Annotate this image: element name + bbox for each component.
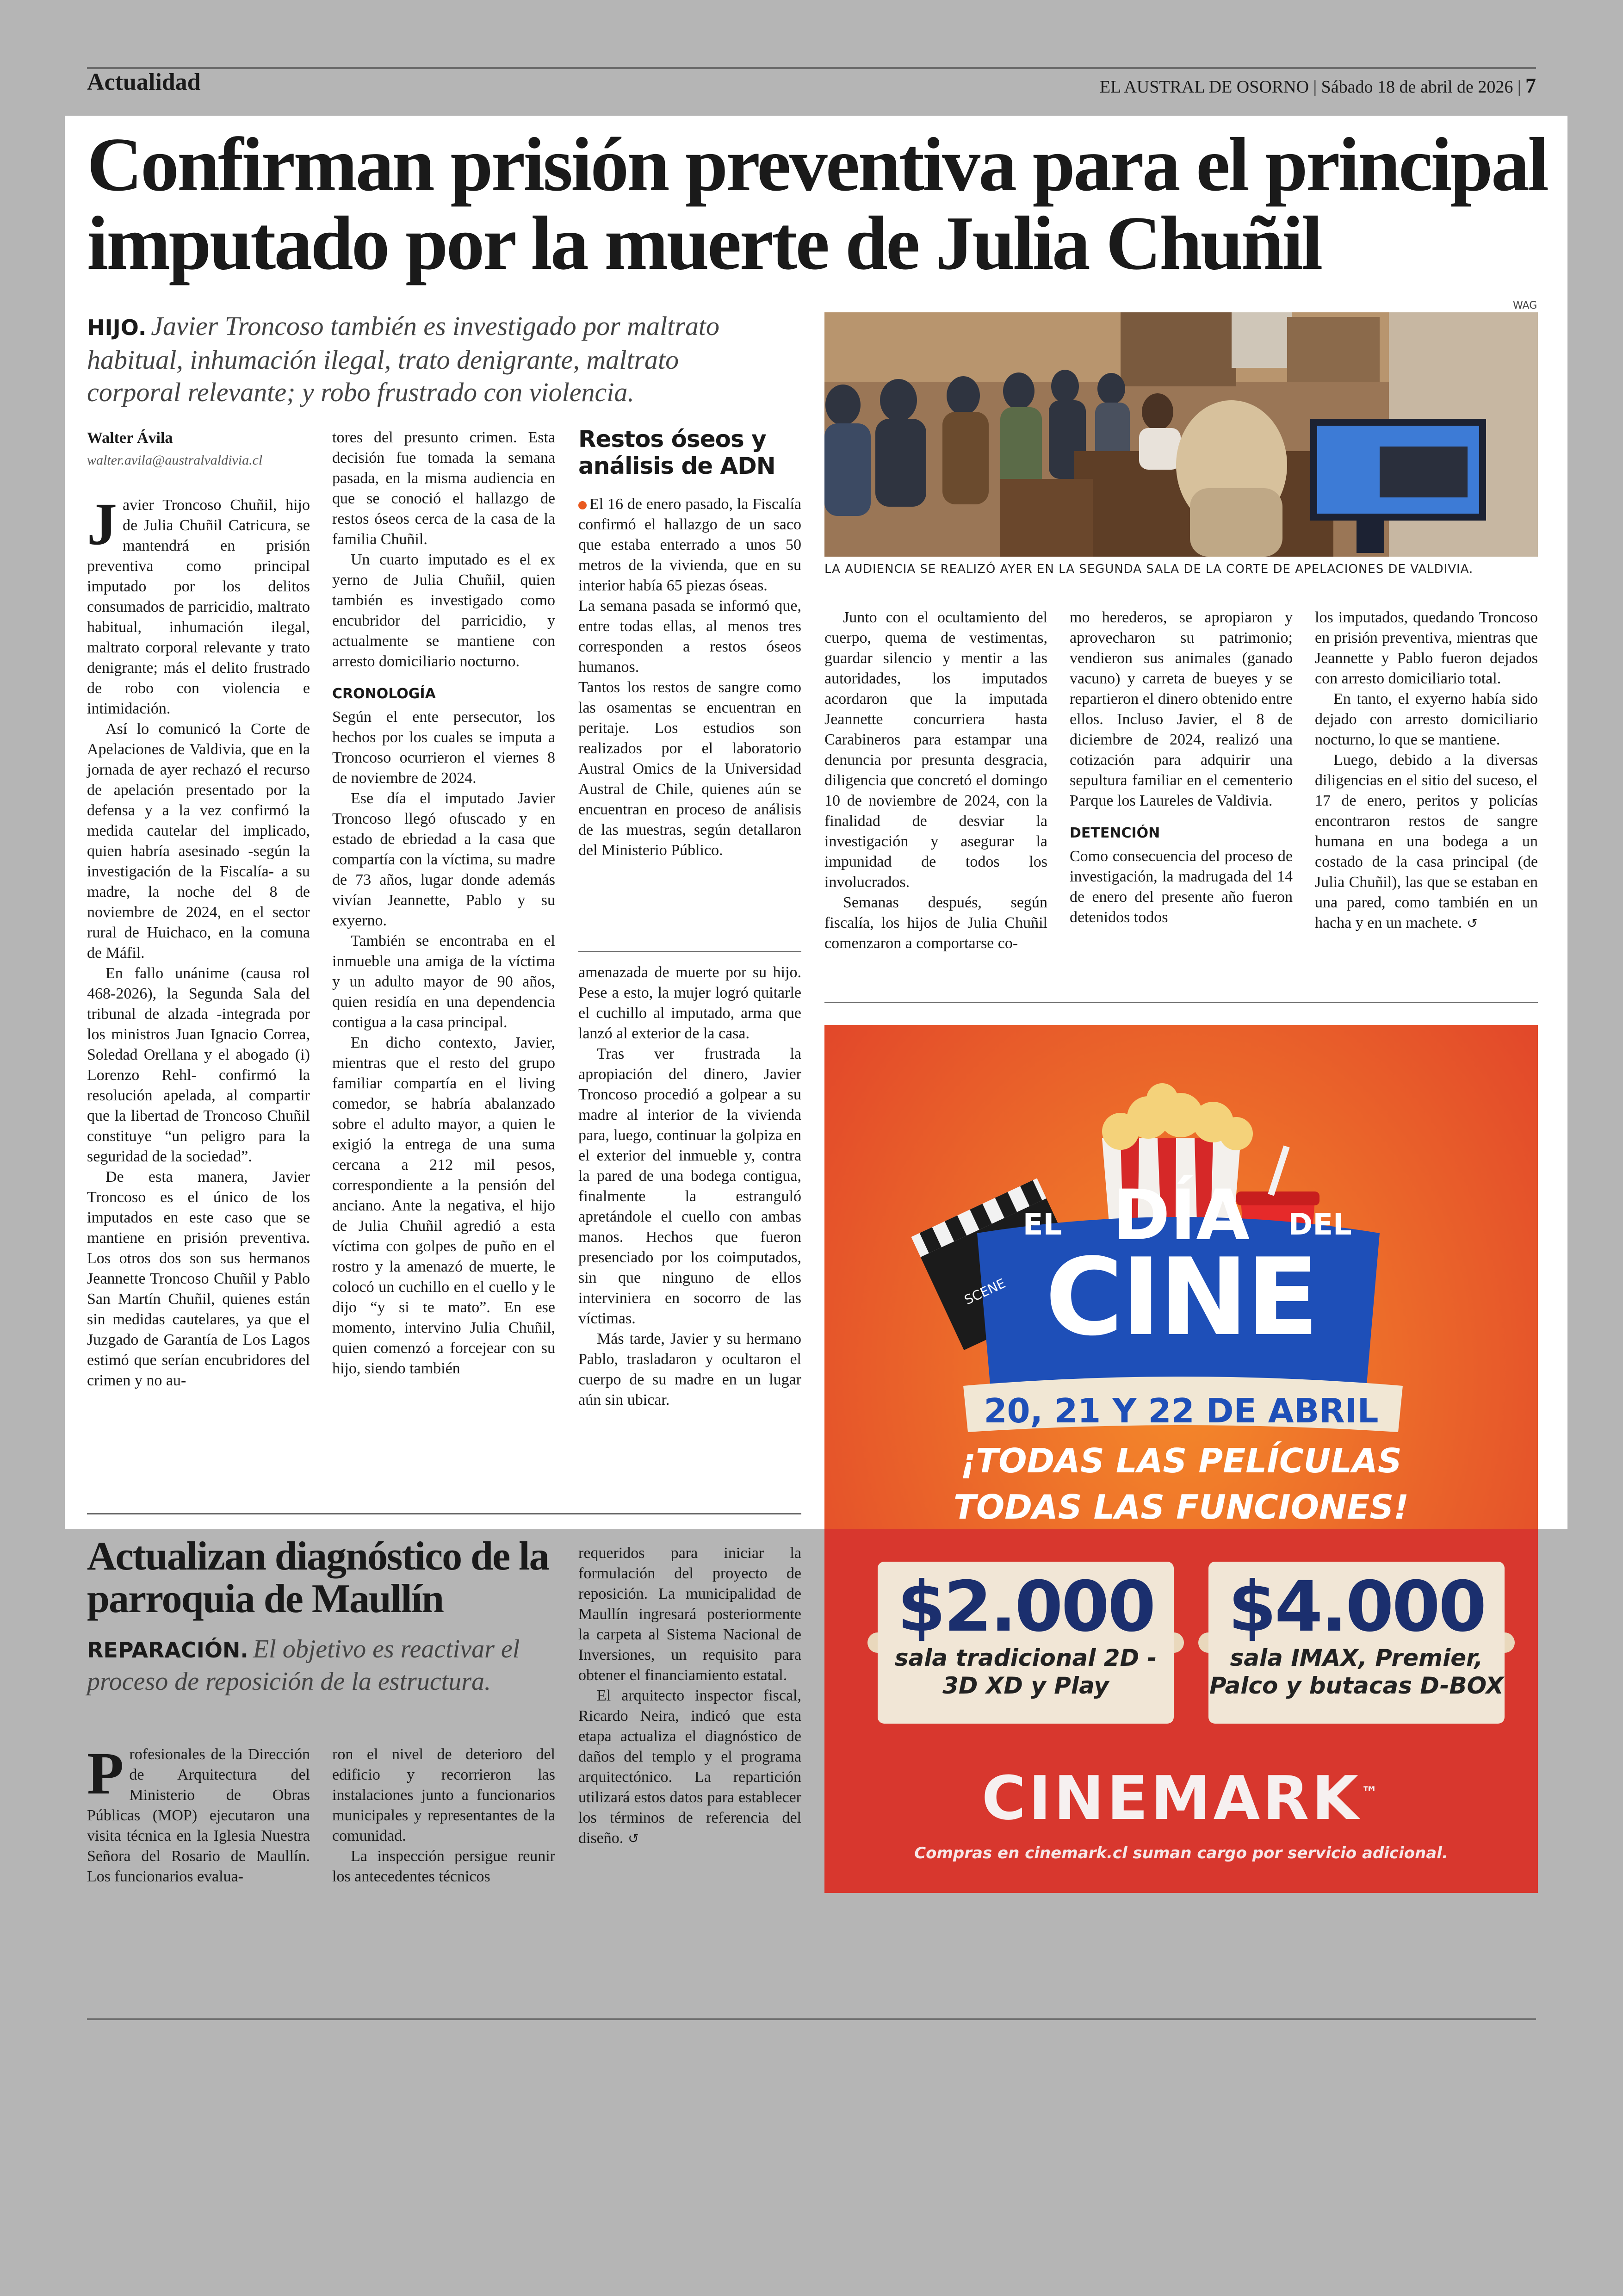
photo-caption: LA AUDIENCIA SE REALIZÓ AYER EN LA SEGUNDA SALA DE LA CORTE DE APELACIONES DE VALDIVIA. bbox=[824, 562, 1474, 576]
price-standard: $2.000 bbox=[897, 1567, 1154, 1647]
deck-text: Javier Troncoso también es investigado por maltrato habitual, inhumación ilegal, trato denigrante, maltrato corporal relevante; y robo frustrado con violencia. bbox=[87, 311, 719, 407]
paragraph: Junto con el ocultamiento del cuerpo, quema de vestimentas, guardar silencio y mentir a las autoridades, los imputados acordaron que la imputada Jeannette concurriera hasta Carabineros para estampar una denuncia por presunta desgracia, diligencia que concretó el domingo 10 de noviembre de 2024, con la finalidad de desviar la investigación y asegurar la impunidad de todos los involucrados. bbox=[824, 609, 1047, 891]
author-email[interactable]: walter.avila@australvaldivia.cl bbox=[87, 453, 263, 468]
paragraph bbox=[578, 1686, 801, 1849]
drop-cap: J bbox=[87, 491, 117, 558]
paragraph-text: El arquitecto inspector fiscal, Ricardo Neira, indicó que esta etapa actualiza el diagnóstico de daños del templo y el programa arquitectónico. La repartición utilizará estos datos para establecer los términos de referencia del diseño. bbox=[578, 1687, 801, 1847]
article-column-6 bbox=[1315, 608, 1538, 934]
box-divider bbox=[578, 951, 801, 952]
cinemark-ad[interactable] bbox=[824, 1025, 1538, 1893]
paragraph: Como consecuencia del proceso de investigación, la madrugada del 14 de enero del presente año fueron detenidos todos bbox=[1070, 848, 1293, 926]
bullet-dot-icon bbox=[578, 501, 587, 509]
brand-name: CINEMARK bbox=[981, 1763, 1362, 1833]
paper-name: EL AUSTRAL DE OSORNO bbox=[1099, 77, 1309, 97]
paragraph bbox=[1315, 750, 1538, 934]
paragraph: amenazada de muerte por su hijo. Pese a esto, la mujer logró quitarle el cuchillo al imputado, arma que lanzó al exterior de la casa. bbox=[578, 964, 801, 1042]
sidebar-subhead: Restos óseos y análisis de ADN bbox=[578, 426, 775, 479]
cinemark-logo bbox=[824, 1763, 1538, 1833]
issue-date: Sábado 18 de abril de 2026 bbox=[1321, 77, 1513, 97]
paragraph-text: El 16 de enero pasado, la Fiscalía confirmó el hallazgo de un saco que estaba enterrado a unos 50 metros de la vivienda, que en su interior había 65 piezas óseas. bbox=[578, 496, 801, 594]
article2-deck bbox=[87, 1633, 577, 1697]
paragraph: Semanas después, según fiscalía, los hijos de Julia Chuñil comenzaron a comportarse co- bbox=[824, 894, 1047, 952]
paragraph: Según el ente persecutor, los hechos por los cuales se imputa a Troncoso ocurrieron el viernes 8 de noviembre de 2024. bbox=[332, 708, 555, 787]
ad-dia: DÍA bbox=[1112, 1175, 1250, 1256]
article-separator-rule bbox=[87, 1513, 801, 1514]
ad-promo-line-2: TODAS LAS FUNCIONES! bbox=[953, 1488, 1409, 1527]
page-number: 7 bbox=[1525, 74, 1536, 97]
article-column-2 bbox=[332, 428, 555, 1379]
courtroom-photo bbox=[824, 312, 1538, 557]
ad-del: DEL bbox=[1288, 1208, 1352, 1242]
article-column-4 bbox=[824, 608, 1047, 954]
header-meta: EL AUSTRAL DE OSORNO | Sábado 18 de abril de 2026 | 7 bbox=[1099, 74, 1536, 97]
ad-el: EL bbox=[1022, 1208, 1062, 1242]
paragraph: Un cuarto imputado es el ex yerno de Julia Chuñil, quien también es investigado como encubridor del parricidio, y actualmente se mantiene con arresto domiciliario nocturno. bbox=[332, 551, 555, 670]
deck-kicker: HIJO. bbox=[87, 315, 147, 340]
deck-kicker: REPARACIÓN. bbox=[87, 1638, 248, 1663]
article2-column-1 bbox=[87, 1740, 310, 1887]
paragraph bbox=[87, 1740, 310, 1887]
paragraph: Tras ver frustrada la apropiación del dinero, Javier Troncoso procedió a golpear a su madre al interior de la vivienda para, luego, continuar la golpiza en el exterior del inmueble y, contra la pared de una bodega contigua, finalmente la estranguló apretándole el cuello con ambas manos. Hechos que fueron presenciado por los coimputados, sin que ninguno de ellos interviniera en socorro de las víctimas. bbox=[578, 1045, 801, 1327]
ad-dates: 20, 21 Y 22 DE ABRIL bbox=[984, 1391, 1379, 1430]
article2-headline: Actualizan diagnóstico de la parroquia de Maullín bbox=[87, 1534, 549, 1621]
ticket-premium[interactable] bbox=[1208, 1562, 1505, 1724]
courtroom-illustration bbox=[824, 312, 1538, 557]
byline: Walter Ávila bbox=[87, 429, 173, 447]
paragraph bbox=[578, 494, 801, 596]
paragraph-text: Luego, debido a la diversas diligencias en el sitio del suceso, el 17 de enero, peritos y policías encontraron restos de sangre humana en una bodega a un costado de la casa principal (de Julia Chuñil), las que se estaban en una pared, como también en un hacha y en un machete. bbox=[1315, 751, 1538, 931]
paragraph: La inspección persigue reunir los antecedentes técnicos bbox=[332, 1848, 555, 1885]
header-rule bbox=[87, 67, 1536, 69]
article2-column-2 bbox=[332, 1744, 555, 1887]
section-heading-cronologia: CRONOLOGÍA bbox=[332, 686, 436, 702]
article2-column-3 bbox=[578, 1543, 801, 1849]
ad-promo-line-1: ¡TODAS LAS PELÍCULAS bbox=[960, 1441, 1402, 1480]
ticket-standard[interactable] bbox=[878, 1562, 1174, 1724]
paragraph bbox=[87, 491, 310, 719]
article-column-5 bbox=[1070, 608, 1293, 928]
ad-footer: Compras en cinemark.cl suman cargo por servicio adicional. bbox=[914, 1844, 1448, 1862]
paragraph: De esta manera, Javier Troncoso es el único de los imputados en este caso que se mantiene en prisión preventiva. Los otros dos son sus hermanos Jeannette Troncoso Chuñil y Pablo San Martín Chuñil, quienes están sin medidas cautelares, ya que el Juzgado de Garantía de Los Lagos estimó que serían encubridores del crimen y no au- bbox=[87, 1168, 310, 1389]
paragraph: En tanto, el exyerno había sido dejado con arresto domiciliario nocturno, lo que se mantiene. bbox=[1315, 690, 1538, 748]
paragraph: También se encontraba en el inmueble una amiga de la víctima y un adulto mayor de 90 años, quien residía en una dependencia contigua a la casa principal. bbox=[332, 932, 555, 1031]
deck-text: El objetivo es reactivar el proceso de reposición de la estructura. bbox=[87, 1635, 520, 1696]
paragraph: Ese día el imputado Javier Troncoso llegó ofuscado y en estado de ebriedad a la casa que compartía con la víctima, su madre de 73 años, lugar donde además vivían Jeannette, Pablo y su exyerno. bbox=[332, 790, 555, 929]
article-deck bbox=[87, 310, 762, 409]
paragraph: los imputados, quedando Troncoso en prisión preventiva, mientras que Jeannette y Pablo fueron dejados con arresto domiciliario total. bbox=[1315, 609, 1538, 687]
drop-cap: P bbox=[87, 1740, 124, 1807]
section-name: Actualidad bbox=[87, 69, 201, 95]
price-premium: $4.000 bbox=[1228, 1567, 1485, 1647]
paragraph: Así lo comunicó la Corte de Apelaciones de Valdivia, que en la jornada de ayer rechazó el recurso de apelación presentado por la defensa y a la vez confirmó la medida cautelar del implicado, quien habría asesinado -según la investigación de la Fiscalía- a su madre, la noche del 8 de noviembre de 2024, en el sector rural de Huichaco, en la comuna de Máfil. bbox=[87, 720, 310, 962]
paragraph: Tantos los restos de sangre como las osamentas se encuentran en peritaje. Los estudios son realizados por el laboratorio Austral Omics de la Universidad Austral de Chile, quienes aún se encuentran en proceso de análisis de las muestras, según detallaron del Ministerio Público. bbox=[578, 679, 801, 859]
trademark: ™ bbox=[1361, 1783, 1381, 1803]
ad-cine: CINE bbox=[1045, 1236, 1317, 1359]
photo-credit: WAG bbox=[1513, 300, 1537, 311]
paragraph: ron el nivel de deterioro del edificio y recorrieron las instalaciones junto a funcionarios municipales y representantes de la comunidad. bbox=[332, 1746, 555, 1844]
paragraph: En dicho contexto, Javier, mientras que el resto del grupo familiar compartía en el living comedor, se habría abalanzado sobre el adulto mayor, a quien le exigió la entrega de una suma cercana a 212 mil pesos, correspondiente a la pensión del anciano. Ante la negativa, el hijo de Julia Chuñil agredió a esta víctima con golpes de puño en el rostro y la amenazó de muerte, le colocó un cuchillo en el cuello y le dijo “y si te mato”. En ese momento, intervino Julia Chuñil, quien comenzó a forcejear con su hijo, siendo también bbox=[332, 1034, 555, 1377]
price-standard-desc: sala tradicional 2D - 3D XD y Play bbox=[894, 1644, 1157, 1699]
paragraph: La semana pasada se informó que, entre todas ellas, al menos tres corresponden a restos óseos humanos. bbox=[578, 597, 801, 676]
paragraph-text: rofesionales de la Dirección de Arquitectura del Ministerio de Obras Públicas (MOP) ejecutaron una visita técnica en la Iglesia Nuestra Señora del Rosario de Maullín. Los funcionarios evalua- bbox=[87, 1746, 310, 1885]
paragraph: Más tarde, Javier y su hermano Pablo, trasladaron y ocultaron el cuerpo de su madre en un lugar aún sin ubicar. bbox=[578, 1330, 801, 1409]
paragraph: mo herederos, se apropiaron y aprovecharon su patrimonio; vendieron sus animales (ganado vacuno) y carreta de bueyes y se repartieron el dinero obtenido entre ellos. Incluso Javier, el 8 de diciembre de 2024, realizó una cotización para adquirir una sepultura familiar en el cementerio Parque los Laureles de Valdivia. bbox=[1070, 609, 1293, 809]
paragraph: tores del presunto crimen. Esta decisión fue tomada la semana pasada, en la misma audiencia en que se conoció el hallazgo de restos óseos cerca de la casa de la familia Chuñil. bbox=[332, 429, 555, 548]
article-headline: Confirman prisión preventiva para el principal imputado por la muerte de Julia Chuñil bbox=[87, 122, 1548, 285]
page-bottom-rule bbox=[87, 2018, 1536, 2020]
article-column-3-box bbox=[578, 494, 801, 861]
paragraph: En fallo unánime (causa rol 468-2026), la Segunda Sala del tribunal de alzada -integrada por los ministros Juan Ignacio Correa, Soledad Orellana y el abogado (i) Lorenzo Rehl- confirmó la resolución apelada, al compartir que la libertad de Troncoso Chuñil constituye “un peligro para la seguridad de la sociedad”. bbox=[87, 965, 310, 1165]
paragraph-text: avier Troncoso Chuñil, hijo de Julia Chuñil Catricura, se mantendrá en prisión preventiva como principal imputado por los delitos consumados de parricidio, maltrato habitual, inhumación ilegal, maltrato corporal relevante y trato denigrante; más el delito frustrado de robo con violencia e intimidación. bbox=[87, 496, 310, 717]
clapper-label: SCENE bbox=[962, 1275, 1008, 1308]
price-premium-desc: sala IMAX, Premier, Palco y butacas D-BOX bbox=[1209, 1644, 1504, 1699]
paragraph: requeridos para iniciar la formulación del proyecto de reposición. La municipalidad de Maullín ingresará posteriormente la carpeta al Sistema Nacional de Inversiones, un requisito para obtener el financiamiento estatal. bbox=[578, 1545, 801, 1684]
end-mark-icon: ↺ bbox=[1467, 916, 1478, 931]
section-heading-detencion: DETENCIÓN bbox=[1070, 825, 1160, 841]
article-column-3 bbox=[578, 962, 801, 1410]
article-column-1 bbox=[87, 491, 310, 1391]
end-mark-icon: ↺ bbox=[628, 1831, 639, 1846]
article-end-rule bbox=[824, 1002, 1538, 1003]
